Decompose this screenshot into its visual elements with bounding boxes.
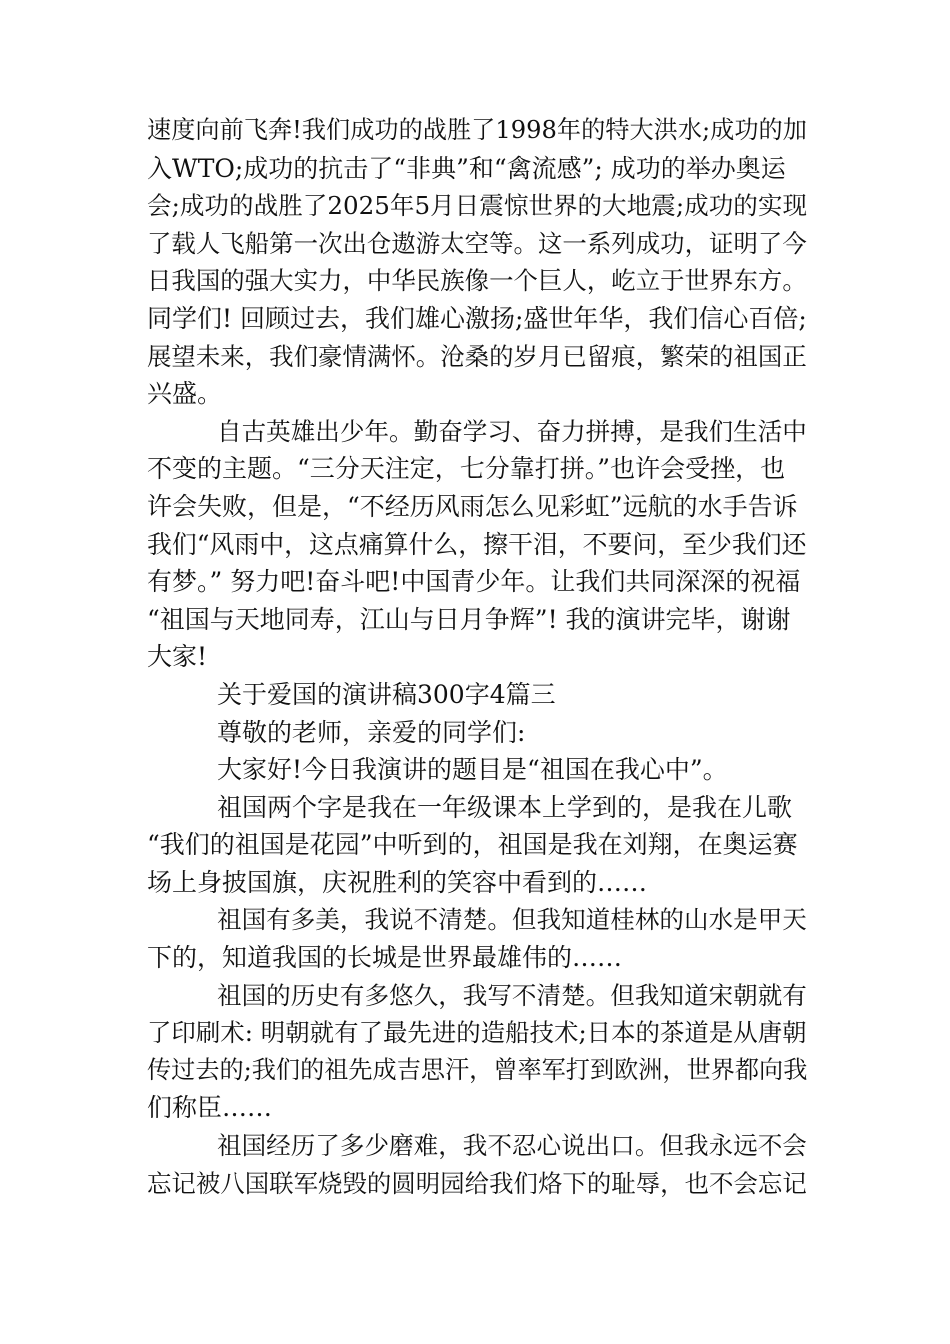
text-line: 祖国经历了多少磨难，我不忍心说出口。但我永远不会 — [217, 1131, 807, 1161]
text-line: 们称臣…… — [147, 1093, 273, 1123]
text-line: 祖国有多美，我说不清楚。但我知道桂林的山水是甲天 — [217, 905, 807, 935]
text-line: 日我国的强大实力，中华民族像一个巨人，屹立于世界东方。 — [147, 266, 807, 296]
text-line: 许会失败，但是，“不经历风雨怎么见彩虹”远航的水手告诉 — [147, 491, 798, 521]
text-line: 入WTO;成功的抗击了“非典”和“禽流感”; 成功的举办奥运 — [147, 153, 786, 183]
text-line: 祖国两个字是我在一年级课本上学到的，是我在儿歌 — [217, 792, 793, 822]
text-line: 不变的主题。“三分天注定，七分靠打拼。”也许会受挫，也 — [147, 454, 786, 484]
text-line: 速度向前飞奔!我们成功的战胜了1998年的特大洪水;成功的加 — [147, 116, 807, 144]
text-line: 自古英雄出少年。勤奋学习、奋力拼搏，是我们生活中 — [217, 416, 807, 446]
text-line: 场上身披国旗，庆祝胜利的笑容中看到的…… — [147, 867, 648, 897]
text-line: 我们“风雨中，这点痛算什么，擦干泪，不要问，至少我们还 — [147, 529, 807, 559]
text-line: 忘记被八国联军烧毁的圆明园给我们烙下的耻辱，也不会忘记 — [147, 1168, 807, 1198]
text-line: 大家好!今日我演讲的题目是“祖国在我心中”。 — [217, 755, 728, 785]
text-line: 关于爱国的演讲稿300字4篇三 — [217, 679, 556, 709]
text-line: 了载人飞船第一次出仓遨游太空等。这一系列成功，证明了今 — [147, 228, 807, 258]
text-line: “我们的祖国是花园”中听到的，祖国是我在刘翔，在奥运赛 — [147, 830, 798, 860]
text-line: 展望未来，我们豪情满怀。沧桑的岁月已留痕，繁荣的祖国正 — [147, 341, 807, 371]
text-line: “祖国与天地同寿，江山与日月争辉”! 我的演讲完毕，谢谢 — [147, 604, 791, 634]
text-line: 兴盛。 — [147, 379, 223, 409]
text-line: 尊敬的老师，亲爱的同学们: — [217, 717, 526, 747]
document-body — [147, 112, 807, 1202]
text-line: 大家! — [147, 642, 208, 672]
text-line: 祖国的历史有多悠久，我写不清楚。但我知道宋朝就有 — [217, 980, 807, 1010]
text-line: 下的，知道我国的长城是世界最雄伟的…… — [147, 943, 623, 973]
text-line: 同学们! 回顾过去，我们雄心激扬;盛世年华，我们信心百倍; — [147, 303, 807, 333]
text-line: 有梦。” 努力吧!奋斗吧!中国青少年。让我们共同深深的祝福 — [147, 567, 801, 597]
text-line: 会;成功的战胜了2025年5月日震惊世界的大地震;成功的实现 — [147, 191, 808, 221]
text-line: 传过去的;我们的祖先成吉思汗，曾率军打到欧洲，世界都向我 — [147, 1055, 808, 1084]
text-line: 了印刷术: 明朝就有了最先进的造船技术;日本的茶道是从唐朝 — [147, 1018, 807, 1048]
